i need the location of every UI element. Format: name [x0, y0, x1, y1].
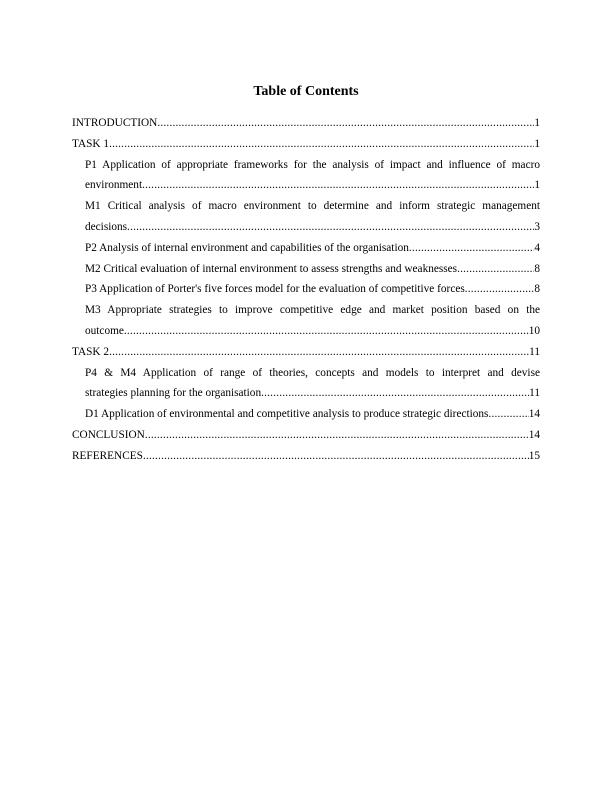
- toc-entry[interactable]: [72, 113, 540, 134]
- toc-entry[interactable]: [72, 259, 540, 280]
- toc-page-number: 15: [528, 449, 540, 462]
- toc-page-number: 1: [534, 179, 540, 192]
- toc-entry-text: outcome: [85, 324, 124, 337]
- toc-title: Table of Contents: [253, 84, 359, 99]
- toc-entry-text: strategies planning for the organisation: [85, 387, 262, 400]
- dot-leader: [457, 259, 534, 280]
- toc-entry[interactable]: [72, 404, 540, 425]
- toc-entry-text: P2 Analysis of internal environment and capabilities of the organisation: [85, 241, 409, 254]
- toc-page-number: 1: [534, 137, 540, 150]
- dot-leader: [488, 404, 528, 425]
- toc-page-number: 8: [534, 262, 540, 275]
- toc-entry-text: P3 Application of Porter's five forces model for the evaluation of competitive forces: [85, 283, 465, 296]
- toc-entry[interactable]: [72, 342, 540, 363]
- toc-entry-text: TASK 1: [72, 137, 110, 150]
- dot-leader: [109, 134, 534, 155]
- toc-entry[interactable]: [72, 363, 540, 405]
- dot-leader: [409, 238, 534, 259]
- toc-page-number: 4: [534, 241, 540, 254]
- toc-entry[interactable]: [72, 134, 540, 155]
- toc-page-number: 11: [529, 345, 540, 358]
- toc-entry-text: TASK 2: [72, 345, 110, 358]
- toc-page-number: 14: [528, 408, 540, 421]
- toc-entry[interactable]: [72, 279, 540, 300]
- toc-entry-text: P4 & M4 Application of range of theories, concepts and models to interpret and devise: [85, 366, 540, 379]
- toc-entry-text: REFERENCES: [72, 449, 143, 462]
- dot-leader: [109, 342, 529, 363]
- dot-leader: [124, 321, 529, 342]
- toc-page-number: 8: [534, 283, 540, 296]
- toc-list: [72, 113, 540, 467]
- dot-leader: [261, 383, 529, 404]
- toc-page-number: 11: [529, 387, 540, 400]
- toc-entry[interactable]: [72, 446, 540, 467]
- toc-page-number: 10: [528, 324, 540, 337]
- toc-entry[interactable]: [72, 425, 540, 446]
- dot-leader: [157, 113, 534, 134]
- toc-entry-text: CONCLUSION: [72, 428, 145, 441]
- toc-entry[interactable]: [72, 238, 540, 259]
- dot-leader: [142, 175, 534, 196]
- toc-entry-text: M3 Appropriate strategies to improve competitive edge and market position based on the: [85, 304, 540, 317]
- dot-leader: [127, 217, 534, 238]
- toc-entry-text: decisions: [85, 220, 128, 233]
- toc-entry-text: D1 Application of environmental and competitive analysis to produce strategic directions: [85, 408, 489, 421]
- toc-page-number: 3: [534, 220, 540, 233]
- toc-entry-text: M2 Critical evaluation of internal environment to assess strengths and weaknesses: [85, 262, 458, 275]
- toc-page-number: 14: [528, 428, 540, 441]
- dot-leader: [145, 425, 529, 446]
- toc-entry-text: M1 Critical analysis of macro environment to determine and inform strategic management: [85, 200, 540, 213]
- toc-page-number: 1: [534, 117, 540, 129]
- toc-entry[interactable]: [72, 300, 540, 342]
- dot-leader: [143, 446, 529, 467]
- toc-entry[interactable]: [72, 155, 540, 197]
- toc-entry-text: environment: [85, 179, 143, 192]
- toc-entry[interactable]: [72, 196, 540, 238]
- toc-entry-text: INTRODUCTION: [72, 117, 158, 129]
- toc-entry-text: P1 Application of appropriate frameworks for the analysis of impact and influence of macro: [85, 158, 540, 171]
- dot-leader: [465, 279, 535, 300]
